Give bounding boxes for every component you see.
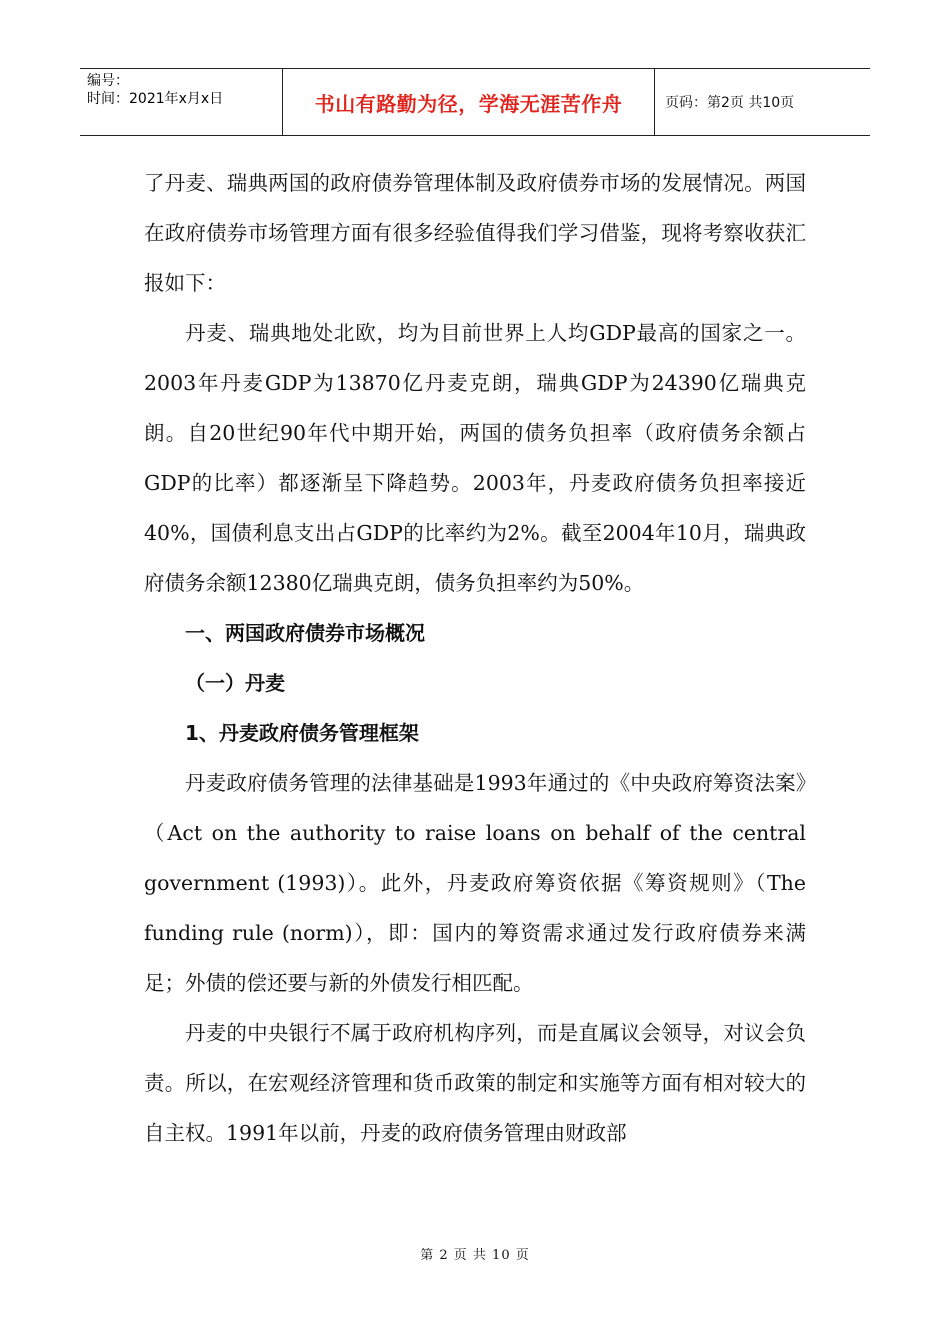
body-paragraph: 丹麦、瑞典地处北欧，均为目前世界上人均GDP最高的国家之一。2003年丹麦GDP为13870亿丹麦克朗，瑞典GDP为24390亿瑞典克朗。自20世纪90年代中期开始，两国的债务负担率（政府债务余额占GDP的比率）都逐渐呈下降趋势。2003年，丹麦政府债务负担率接近40%，国债利息支出占GDP的比率约为2%。截至2004年10月，瑞典政府债务余额12380亿瑞典克朗，债务负担率约为50%。: [144, 321, 806, 595]
document-header: [80, 68, 870, 136]
body-paragraph: 丹麦的中央银行不属于政府机构序列，而是直属议会领导，对议会负责。所以，在宏观经济管理和货币政策的制定和实施等方面有相对较大的自主权。1991年以前，丹麦的政府债务管理由财政部: [144, 1021, 806, 1145]
header-motto: 书山有路勤为径，学海无涯苦作舟: [282, 69, 655, 135]
subsection-heading: （一）丹麦: [185, 671, 285, 695]
header-page-info: 页码：第2页 共10页: [665, 95, 795, 111]
body-paragraph: 丹麦政府债务管理的法律基础是1993年通过的《中央政府筹资法案》（Act on the authority to raise loans on behalf of the central government (1993)）。此外，丹麦政府筹资依据《筹资规则》（The funding rule (norm)），即：国内的筹资需求通过发行政府债券来满足；外债的偿还要与新的外债发行相匹配。: [144, 771, 806, 995]
body-paragraph: 了丹麦、瑞典两国的政府债券管理体制及政府债券市场的发展情况。两国在政府债券市场管理方面有很多经验值得我们学习借鉴，现将考察收获汇报如下：: [144, 171, 806, 295]
subsubsection-heading: 1、丹麦政府债务管理框架: [185, 721, 419, 745]
page-footer: 第 2 页 共 10 页: [420, 1248, 530, 1263]
section-heading: 一、两国政府债券市场概况: [185, 621, 425, 645]
date-label: 时间：2021年x月x日: [87, 91, 224, 107]
serial-number-label: 编号：: [87, 73, 129, 89]
header-meta: [80, 69, 282, 135]
document-body: [144, 158, 806, 1158]
